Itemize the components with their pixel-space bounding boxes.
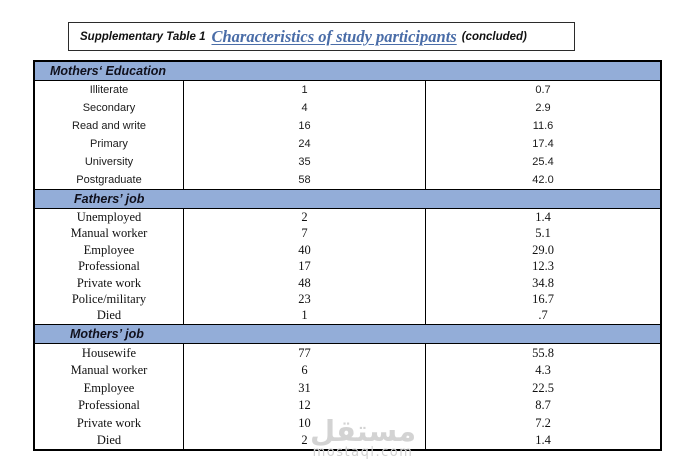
row-count: 40: [183, 242, 425, 258]
row-percent: 11.6: [425, 117, 660, 135]
row-label: Read and write: [72, 119, 146, 132]
table-row: [35, 99, 660, 117]
row-label: Illiterate: [89, 83, 129, 96]
row-percent: 16.7: [425, 291, 660, 307]
row-label: Private work: [76, 415, 142, 430]
row-count: 17: [183, 258, 425, 274]
table-row: [35, 308, 660, 324]
row-count: 16: [183, 117, 425, 135]
table-row: [35, 362, 660, 380]
row-label: Employee: [83, 380, 135, 395]
row-percent: 12.3: [425, 258, 660, 274]
row-count: 6: [183, 362, 425, 380]
row-count: 12: [183, 397, 425, 415]
row-count: 2: [183, 209, 425, 225]
row-count: 1: [183, 308, 425, 324]
table-row: [35, 81, 660, 99]
section-header-mothers-education: [35, 62, 660, 81]
row-label: University: [84, 155, 134, 168]
table-title-suffix: (concluded): [461, 30, 527, 43]
row-percent: 17.4: [425, 135, 660, 153]
table-title-box: [68, 22, 575, 51]
table-row: [35, 153, 660, 171]
row-label: Died: [96, 433, 122, 447]
row-percent: 42.0: [425, 171, 660, 189]
row-count: 58: [183, 171, 425, 189]
section-header-label: Fathers’ job: [74, 192, 145, 206]
table-row: [35, 291, 660, 307]
table-row: [35, 135, 660, 153]
row-percent: 29.0: [425, 242, 660, 258]
row-label: Employee: [83, 242, 135, 257]
table-title-prefix: Supplementary Table 1: [80, 30, 206, 43]
row-count: 48: [183, 275, 425, 291]
table-row: [35, 414, 660, 432]
row-count: 1: [183, 81, 425, 99]
row-percent: 4.3: [425, 362, 660, 380]
section-mothers-job: [35, 344, 660, 449]
row-percent: 0.7: [425, 81, 660, 99]
row-count: 10: [183, 414, 425, 432]
row-label: Primary: [90, 137, 128, 150]
row-count: 7: [183, 225, 425, 241]
section-fathers-job: [35, 209, 660, 324]
row-label: Professional: [78, 259, 140, 274]
row-label: Police/military: [71, 292, 147, 307]
table-row: [35, 344, 660, 362]
table-row: [35, 209, 660, 225]
section-header-label: Mothers‘ Education: [50, 64, 166, 78]
row-label: Housewife: [81, 345, 137, 360]
row-percent: 1.4: [425, 209, 660, 225]
row-percent: .7: [425, 308, 660, 324]
row-label: Unemployed: [76, 209, 142, 224]
watermark-domain-text: mostaql.com: [312, 444, 414, 460]
table-row: [35, 225, 660, 241]
section-header-label: Mothers’ job: [70, 327, 144, 341]
row-label: Professional: [78, 398, 140, 412]
table-title-main: Characteristics of study participants: [211, 26, 457, 46]
row-label: Manual worker: [70, 363, 148, 377]
row-label: Postgraduate: [76, 173, 142, 186]
row-label: Private work: [76, 275, 142, 290]
watermark-arabic-text: مستقل: [309, 414, 417, 448]
table-row: [35, 379, 660, 397]
row-percent: 22.5: [425, 379, 660, 397]
row-percent: 25.4: [425, 153, 660, 171]
row-count: 24: [183, 135, 425, 153]
row-label: Manual worker: [70, 226, 148, 241]
row-count: 4: [183, 99, 425, 117]
table-row: [35, 432, 660, 450]
table-row: [35, 242, 660, 258]
row-percent: 8.7: [425, 397, 660, 415]
row-count: 31: [183, 379, 425, 397]
row-count: 23: [183, 291, 425, 307]
row-percent: 1.4: [425, 432, 660, 450]
row-percent: 34.8: [425, 275, 660, 291]
table-row: [35, 397, 660, 415]
table-row: [35, 117, 660, 135]
row-count: 2: [183, 432, 425, 450]
participants-table: [33, 60, 662, 451]
row-percent: 7.2: [425, 414, 660, 432]
row-percent: 55.8: [425, 344, 660, 362]
table-row: [35, 275, 660, 291]
table-row: [35, 258, 660, 274]
section-header-mothers-job: [35, 324, 660, 344]
row-label: Died: [96, 308, 122, 323]
section-header-fathers-job: [35, 189, 660, 209]
row-count: 35: [183, 153, 425, 171]
section-mothers-education: [35, 81, 660, 189]
row-percent: 2.9: [425, 99, 660, 117]
row-count: 77: [183, 344, 425, 362]
row-label: Secondary: [82, 101, 136, 114]
table-row: [35, 171, 660, 189]
row-percent: 5.1: [425, 225, 660, 241]
